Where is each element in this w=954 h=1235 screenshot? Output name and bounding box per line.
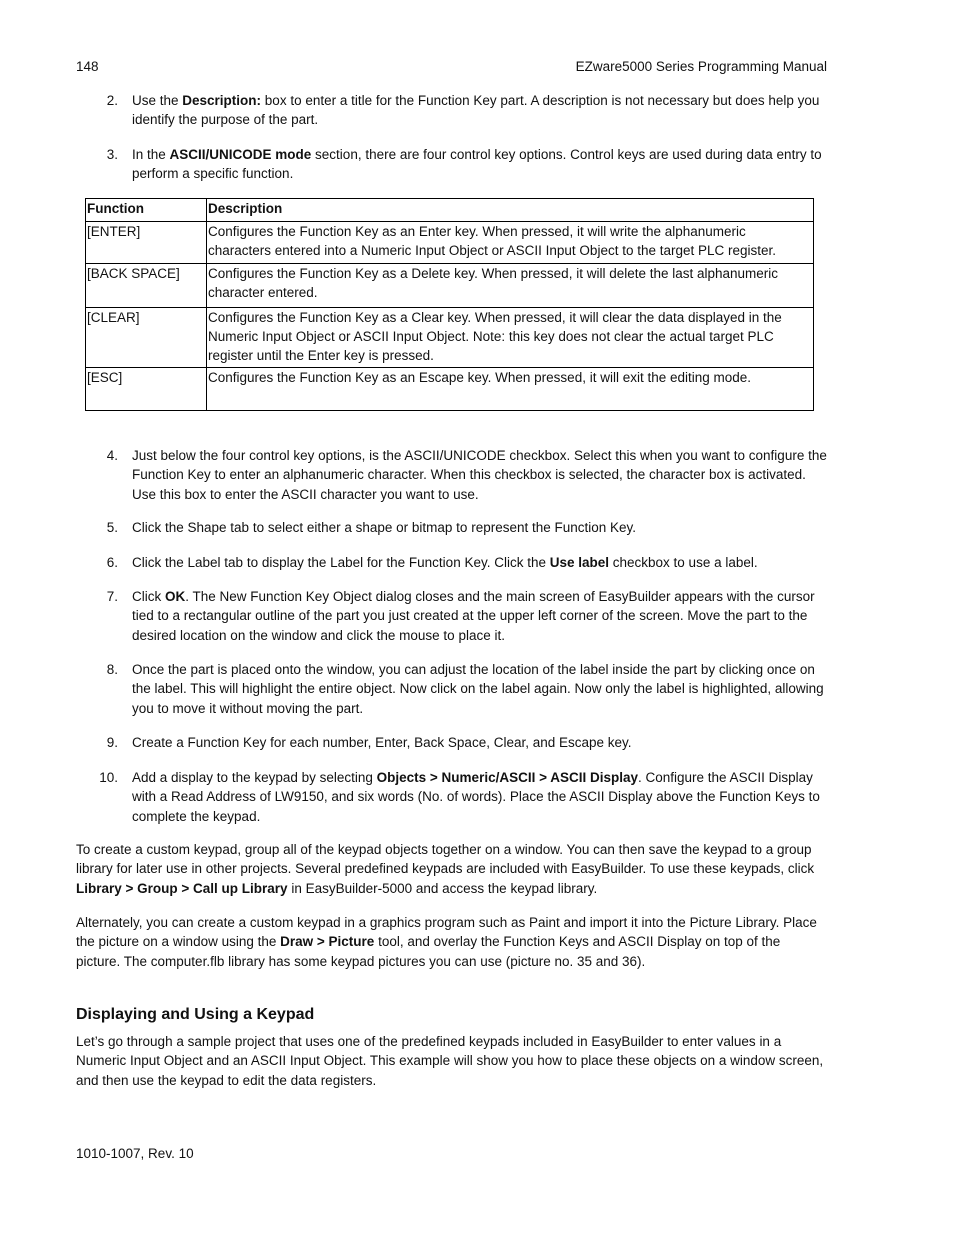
column-header-description: Description: [207, 199, 814, 222]
function-cell: [BACK SPACE]: [86, 264, 207, 308]
description-cell: Configures the Function Key as a Clear key. When pressed, it will clear the data displayed in the Numeric Input Object or ASCII Input Object. Note: this key does not clear the actual target PLC register until the Enter key is pressed.: [207, 308, 814, 368]
page-header: [76, 58, 827, 76]
step-5: [76, 518, 827, 537]
step-number: 10.: [99, 770, 118, 785]
step-6: [76, 553, 827, 572]
step-number: 5.: [106, 520, 118, 535]
step-2: [76, 91, 827, 130]
table-header-row: [86, 199, 814, 222]
step-8: [76, 660, 827, 718]
step-3: [76, 145, 827, 184]
step-text: Just below the four control key options, is the ASCII/UNICODE checkbox. Select this when you want to configure the Function Key to enter an alphanumeric character. When this checkbox is selected, the character box is activated. Use this box to enter the ASCII character you want to use.: [132, 448, 827, 502]
table-row: [86, 222, 814, 264]
step-number: 2.: [106, 93, 118, 108]
paragraph-graphics-keypad: Alternately, you can create a custom keypad in a graphics program such as Paint and import it into the Picture Library. Place the picture on a window using the Draw > Picture tool, and overlay the Function Keys and ASCII Display on top of the picture. The computer.flb library has some keypad pictures you can use (picture no. 35 and 36).: [76, 915, 817, 969]
step-4: [76, 446, 827, 504]
manual-title: EZware5000 Series Programming Manual: [575, 59, 827, 74]
table-row: [86, 308, 814, 368]
description-cell: Configures the Function Key as an Enter key. When pressed, it will write the alphanumeric characters entered into a Numeric Input Object or ASCII Input Object to the target PLC register.: [207, 222, 814, 264]
page-footer: 1010-1007, Rev. 10: [76, 1146, 194, 1161]
function-cell: [ESC]: [86, 368, 207, 411]
table-row: [86, 368, 814, 411]
step-10: [76, 768, 827, 826]
step-text: Use the Description: box to enter a title for the Function Key part. A description is not necessary but does help you identify the purpose of the part.: [132, 93, 820, 128]
table-row: [86, 264, 814, 308]
control-key-table: [85, 198, 814, 411]
column-header-function: Function: [86, 199, 207, 222]
step-number: 7.: [106, 589, 118, 604]
step-number: 6.: [106, 555, 118, 570]
step-text: Add a display to the keypad by selecting Objects > Numeric/ASCII > ASCII Display. Configure the ASCII Display with a Read Address of LW9150, and six words (No. of words). Place the ASCII Display above the Function Keys to complete the keypad.: [132, 770, 820, 824]
step-text: In the ASCII/UNICODE mode section, there are four control key options. Control keys are used during data entry to perform a specific function.: [132, 147, 822, 182]
page-number: 148: [76, 59, 99, 74]
step-number: 3.: [106, 147, 118, 162]
paragraph-sample-project: Let’s go through a sample project that uses one of the predefined keypads included in EasyBuilder to enter values in a Numeric Input Object and an ASCII Input Object. This example will show you how to place these objects on a window screen, and then use the keypad to edit the data registers.: [76, 1034, 824, 1088]
step-number: 8.: [106, 662, 118, 677]
step-7: [76, 587, 827, 645]
function-cell: [ENTER]: [86, 222, 207, 264]
step-text: Click the Shape tab to select either a shape or bitmap to represent the Function Key.: [132, 520, 637, 535]
description-cell: Configures the Function Key as an Escape key. When pressed, it will exit the editing mode.: [207, 368, 814, 411]
step-text: Once the part is placed onto the window, you can adjust the location of the label inside the part by clicking once on the label. This will highlight the entire object. Now click on the label again. Now only the label is highlighted, allowing you to move it without moving the part.: [132, 662, 824, 716]
step-text: Create a Function Key for each number, Enter, Back Space, Clear, and Escape key.: [132, 735, 632, 750]
step-text: Click OK. The New Function Key Object dialog closes and the main screen of EasyBuilder appears with the cursor tied to a rectangular outline of the part you just created at the upper left corner of the screen. Move the part to the desired location on the window and click the mouse to place it.: [132, 589, 815, 643]
description-cell: Configures the Function Key as a Delete key. When pressed, it will delete the last alphanumeric character entered.: [207, 264, 814, 308]
step-text: Click the Label tab to display the Label for the Function Key. Click the Use label checkbox to use a label.: [132, 555, 758, 570]
function-cell: [CLEAR]: [86, 308, 207, 368]
step-9: [76, 733, 827, 752]
paragraph-custom-keypad: To create a custom keypad, group all of the keypad objects together on a window. You can then save the keypad to a group library for later use in other projects. Several predefined keypads are included with EasyBuilder. To use these keypads, click Library > Group > Call up Library in EasyBuilder-5000 and access the keypad library.: [76, 842, 815, 896]
step-number: 4.: [106, 448, 118, 463]
section-heading: Displaying and Using a Keypad: [76, 1006, 315, 1023]
step-number: 9.: [106, 735, 118, 750]
